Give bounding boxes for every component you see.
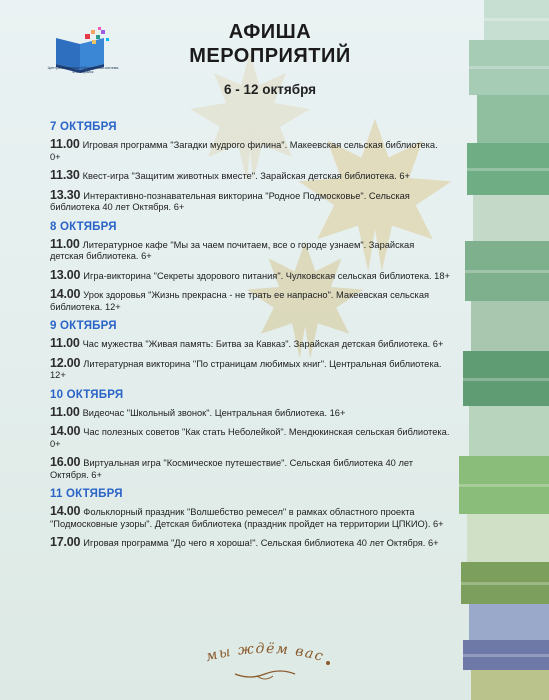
welcome-ornament <box>235 671 295 677</box>
welcome-banner <box>195 636 335 686</box>
day-header: 8 ОКТЯБРЯ <box>50 220 117 233</box>
event-time: 11.00 <box>50 336 80 350</box>
event-item <box>50 236 450 263</box>
event-description: Урок здоровья "Жизнь прекрасна - не трать ее напрасно". Макеевская сельская библиотека. 12+ <box>50 290 430 312</box>
event-schedule <box>50 121 450 557</box>
event-description: Литературная викторина "По страницам любимых книг". Центральная библиотека. 12+ <box>50 358 442 380</box>
event-item <box>50 404 450 420</box>
event-time: 11.30 <box>50 168 80 182</box>
day-header: 7 ОКТЯБРЯ <box>50 121 117 133</box>
event-description: Игровая программа "Загадки мудрого филина". Макеевская сельская библиотека. 0+ <box>50 140 438 162</box>
event-time: 11.00 <box>50 404 80 419</box>
event-item <box>50 267 450 283</box>
day-block <box>50 121 450 214</box>
event-time: 14.00 <box>50 287 81 301</box>
event-item <box>50 426 450 450</box>
event-item <box>50 139 450 163</box>
event-item <box>50 457 450 481</box>
welcome-text <box>204 641 326 665</box>
event-description: Литературное кафе "Мы за чаем почитаем, все о городе узнаем". Зарайская детская библиотека. 6+ <box>50 239 415 261</box>
event-time: 14.00 <box>50 504 81 518</box>
event-description: Виртуальная игра "Космическое путешествие". Сельская библиотека 40 лет Октября. 6+ <box>50 458 413 480</box>
title-line-2: МЕРОПРИЯТИЙ <box>189 45 351 67</box>
event-item <box>50 187 450 214</box>
event-item <box>50 170 450 183</box>
event-item <box>50 338 450 351</box>
day-block <box>50 488 450 550</box>
event-time: 11.00 <box>50 236 80 251</box>
day-block <box>50 389 450 482</box>
day-block <box>50 221 450 314</box>
day-header: 11 ОКТЯБРЯ <box>50 488 123 500</box>
event-description: Фольклорный праздник "Волшебство ремесел" в рамках областного проекта "Подмосковные узоры". Детская библиотека (праздник пройдет на территории ЦПКИО). 6+ <box>50 507 444 529</box>
event-item <box>50 289 450 313</box>
date-range: 6 - 12 октября <box>223 82 317 97</box>
event-time: 11.00 <box>50 137 80 151</box>
event-description: Час мужества "Живая память: Битва за Кавказ". Зарайская детская библиотека. 6+ <box>82 339 444 349</box>
event-item <box>50 506 450 530</box>
event-time: 17.00 <box>50 535 81 549</box>
welcome-text-path: мы ждём вас <box>204 640 327 666</box>
event-description: Квест-игра "Защитим животных вместе". Зарайская детская библиотека. 6+ <box>82 171 410 181</box>
event-time: 14.00 <box>50 424 81 438</box>
event-time: 16.00 <box>50 455 81 469</box>
event-description: Игровая программа "До чего я хороша!". Сельская библиотека 40 лет Октября. 6+ <box>83 538 439 548</box>
event-description: Интерактивно-познавательная викторина "Родное Подмосковье". Сельская библиотека 40 лет Октября. 6+ <box>50 190 410 212</box>
day-header: 10 ОКТЯБРЯ <box>50 388 124 401</box>
event-time: 12.00 <box>50 355 81 370</box>
event-item <box>50 355 450 382</box>
day-header: 9 ОКТЯБРЯ <box>50 320 117 332</box>
event-time: 13.00 <box>50 267 81 282</box>
logo-caption: Централизованная библиотечная система м.о. Зарайск <box>47 66 119 75</box>
title-line-1: АФИША <box>228 21 312 43</box>
welcome-dot <box>326 661 330 665</box>
event-item <box>50 537 450 550</box>
event-description: Видеочас "Школьный звонок". Центральная библиотека. 16+ <box>82 407 346 418</box>
event-time: 13.30 <box>50 187 81 202</box>
page-title <box>150 20 390 68</box>
day-block <box>50 320 450 382</box>
event-description: Игра-викторина "Секреты здорового питания". Чулковская сельская библиотека. 18+ <box>83 270 450 281</box>
event-description: Час полезных советов "Как стать Неболейкой". Мендюкинская сельская библиотека. 0+ <box>50 427 450 449</box>
